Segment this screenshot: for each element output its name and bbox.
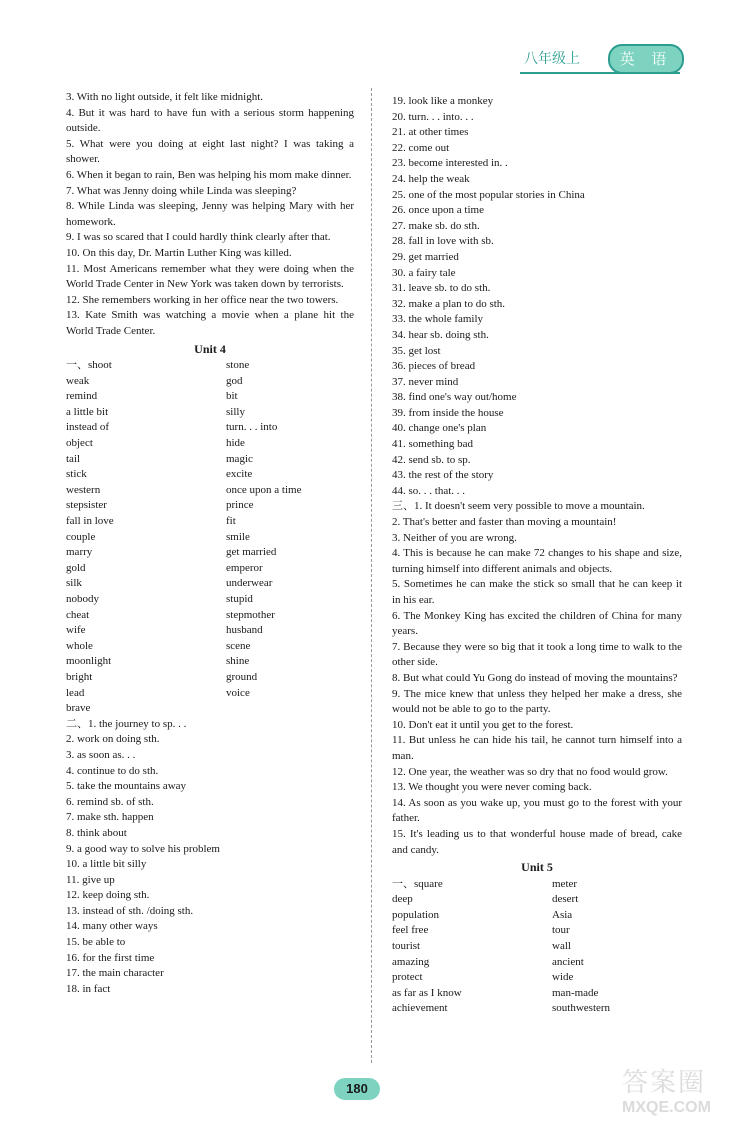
vocab-word: wide bbox=[552, 971, 574, 984]
vocab-word: turn. . . into bbox=[226, 421, 278, 434]
list-item: 12. She remembers working in her office near the two towers. bbox=[66, 293, 339, 306]
vocab-word: tour bbox=[552, 924, 570, 937]
vocab-word: marry bbox=[66, 546, 93, 559]
list-item: 8. While Linda was sleeping, Jenny was helping Mary with her homework. bbox=[66, 200, 354, 228]
vocab-word: cheat bbox=[66, 608, 90, 621]
vocab-word: wife bbox=[66, 624, 86, 637]
list-item: 10. Don't eat it until you get to the forest. bbox=[392, 718, 574, 731]
vocab-word: ground bbox=[226, 670, 258, 683]
list-item: 16. for the first time bbox=[66, 951, 155, 964]
vocab-word: smile bbox=[226, 530, 250, 543]
list-item: 3. as soon as. . . bbox=[66, 748, 136, 761]
list-item: 5. Sometimes he can make the stick so small that he can keep it in his ear. bbox=[392, 578, 682, 606]
list-item: 7. make sth. happen bbox=[66, 811, 154, 824]
list-item: 6. When it began to rain, Ben was helping his mom make dinner. bbox=[66, 168, 352, 181]
vocab-word: a little bit bbox=[66, 405, 109, 418]
right-phrases bbox=[392, 94, 682, 499]
vocab-word: Asia bbox=[552, 908, 573, 921]
list-item: 9. I was so scared that I could hardly think clearly after that. bbox=[66, 231, 331, 244]
list-item: 7. What was Jenny doing while Linda was sleeping? bbox=[66, 184, 297, 197]
vocab-word: husband bbox=[226, 624, 263, 637]
vocab-word: amazing bbox=[392, 955, 430, 968]
list-item: 30. a fairy tale bbox=[392, 266, 456, 279]
vocab-word: instead of bbox=[66, 421, 110, 434]
vocab-word: excite bbox=[226, 468, 253, 481]
list-item: 7. Because they were so big that it took a long time to walk to the other side. bbox=[392, 640, 682, 669]
vocab-word: tail bbox=[66, 452, 81, 465]
list-item: 39. from inside the house bbox=[392, 406, 504, 419]
vocab-word: achievement bbox=[392, 1002, 448, 1015]
vocab-word: southwestern bbox=[552, 1002, 611, 1015]
unit-5-vocab bbox=[392, 877, 682, 1017]
list-item: 11. give up bbox=[66, 873, 115, 886]
watermark-logo bbox=[622, 1062, 742, 1118]
vocab-word: voice bbox=[226, 686, 250, 699]
vocab-word: stone bbox=[226, 359, 250, 372]
list-item: 11. Most Americans remember what they were doing when the World Trade Center in New York was taken down by terrorists. bbox=[66, 262, 354, 291]
left-sentences bbox=[66, 90, 354, 340]
list-item: 13. Kate Smith was watching a movie when a plane hit the World Trade Center. bbox=[66, 309, 354, 337]
list-item: 35. get lost bbox=[392, 344, 441, 357]
page-header bbox=[520, 42, 740, 82]
vocab-word: meter bbox=[552, 877, 578, 890]
list-item: 32. make a plan to do sth. bbox=[392, 297, 506, 310]
vocab-word: fit bbox=[226, 515, 236, 528]
list-item: 20. turn. . . into. . . bbox=[392, 110, 474, 123]
vocab-word: stupid bbox=[226, 593, 253, 605]
vocab-word: scene bbox=[226, 639, 251, 652]
list-item: 9. a good way to solve his problem bbox=[66, 842, 220, 855]
page-number: 180 bbox=[334, 1078, 380, 1100]
list-item: 28. fall in love with sb. bbox=[392, 235, 494, 248]
vocab-word: desert bbox=[552, 893, 579, 906]
vocab-word: tourist bbox=[392, 940, 421, 953]
unit-5-title: Unit 5 bbox=[521, 860, 553, 875]
vocab-word: fall in love bbox=[66, 515, 114, 528]
unit-4-vocab bbox=[66, 358, 354, 717]
list-item: 13. instead of sth. /doing sth. bbox=[66, 904, 194, 917]
vocab-word: 一、square bbox=[392, 877, 443, 890]
list-item: 29. get married bbox=[392, 250, 459, 263]
list-item: 8. But what could Yu Gong do instead of moving the mountains? bbox=[392, 671, 678, 684]
list-item: 6. The Monkey King has excited the children of China for many years. bbox=[392, 609, 682, 638]
left-phrases bbox=[66, 717, 354, 998]
vocab-word: bit bbox=[226, 390, 238, 403]
list-item: 2. That's better and faster than moving a mountain! bbox=[392, 516, 617, 529]
list-item: 31. leave sb. to do sth. bbox=[392, 282, 491, 295]
list-item: 14. many other ways bbox=[66, 920, 158, 933]
list-item: 23. become interested in. . bbox=[392, 157, 508, 170]
vocab-word: hide bbox=[226, 437, 245, 450]
vocab-word: western bbox=[66, 483, 101, 496]
list-item: 42. send sb. to sp. bbox=[392, 453, 471, 466]
list-item: 二、1. the journey to sp. . . bbox=[66, 717, 187, 730]
list-item: 26. once upon a time bbox=[392, 204, 484, 217]
vocab-word bbox=[226, 701, 354, 717]
unit-4-title: Unit 4 bbox=[194, 341, 226, 356]
vocab-word: prince bbox=[226, 499, 254, 512]
vocab-word: man-made bbox=[552, 986, 599, 999]
list-item: 3. With no light outside, it felt like midnight. bbox=[66, 91, 264, 103]
column-divider bbox=[371, 88, 372, 1063]
list-item: 19. look like a monkey bbox=[392, 95, 494, 107]
vocab-word: ancient bbox=[552, 955, 584, 968]
list-item: 13. We thought you were never coming back. bbox=[392, 781, 592, 794]
list-item: 12. One year, the weather was so dry that no food would grow. bbox=[392, 765, 668, 778]
vocab-word: 一、shoot bbox=[66, 359, 112, 372]
vocab-word: god bbox=[226, 374, 243, 387]
list-item: 15. It's leading us to that wonderful house made of bread, cake and candy. bbox=[392, 827, 682, 856]
list-item: 9. The mice knew that unless they helped her make a dress, she would not be able to go to the party. bbox=[392, 687, 682, 716]
list-item: 37. never mind bbox=[392, 375, 459, 388]
vocab-word: stepmother bbox=[226, 608, 275, 621]
list-item: 25. one of the most popular stories in China bbox=[392, 188, 585, 201]
left-column bbox=[66, 90, 354, 997]
vocab-word: nobody bbox=[66, 593, 99, 605]
subject-badge: 英 语 bbox=[608, 44, 684, 74]
list-item: 15. be able to bbox=[66, 936, 126, 949]
vocab-word: shine bbox=[226, 655, 250, 668]
list-item: 36. pieces of bread bbox=[392, 360, 476, 373]
vocab-word: magic bbox=[226, 452, 253, 465]
vocab-word: silly bbox=[226, 405, 245, 418]
vocab-word: deep bbox=[392, 893, 413, 906]
list-item: 11. But unless he can hide his tail, he cannot turn himself into a man. bbox=[392, 734, 682, 762]
list-item: 40. change one's plan bbox=[392, 422, 487, 435]
list-item: 5. What were you doing at eight last night? I was taking a shower. bbox=[66, 137, 354, 166]
vocab-word: weak bbox=[66, 374, 90, 387]
vocab-word: couple bbox=[66, 530, 96, 543]
list-item: 41. something bad bbox=[392, 438, 473, 451]
list-item: 17. the main character bbox=[66, 967, 164, 980]
list-item: 44. so. . . that. . . bbox=[392, 484, 466, 497]
list-item: 33. the whole family bbox=[392, 313, 484, 326]
list-item: 10. a little bit silly bbox=[66, 858, 147, 871]
list-item: 4. But it was hard to have fun with a serious storm happening outside. bbox=[66, 106, 354, 135]
list-item: 24. help the weak bbox=[392, 172, 470, 185]
watermark-url: MXQE.COM bbox=[622, 1099, 711, 1116]
list-item: 4. This is because he can make 72 changes to his shape and size, turning himself into different animals and objects. bbox=[392, 547, 682, 575]
list-item: 22. come out bbox=[392, 141, 450, 154]
right-sentences bbox=[392, 499, 682, 858]
list-item: 14. As soon as you wake up, you must go to the forest with your father. bbox=[392, 796, 682, 825]
vocab-word: underwear bbox=[226, 577, 273, 590]
vocab-word: brave bbox=[66, 702, 91, 715]
list-item: 21. at other times bbox=[392, 126, 469, 139]
vocab-word: stepsister bbox=[66, 499, 107, 512]
vocab-word: population bbox=[392, 908, 440, 921]
list-item: 38. find one's way out/home bbox=[392, 391, 517, 404]
vocab-word: once upon a time bbox=[226, 483, 302, 496]
list-item: 34. hear sb. doing sth. bbox=[392, 328, 489, 341]
list-item: 27. make sb. do sth. bbox=[392, 219, 480, 232]
vocab-word: emperor bbox=[226, 561, 263, 574]
list-item: 4. continue to do sth. bbox=[66, 764, 159, 777]
list-item: 6. remind sb. of sth. bbox=[66, 795, 154, 808]
vocab-word: as far as I know bbox=[392, 986, 462, 999]
list-item: 12. keep doing sth. bbox=[66, 889, 150, 902]
list-item: 43. the rest of the story bbox=[392, 469, 494, 482]
vocab-word: silk bbox=[66, 577, 82, 590]
vocab-word: feel free bbox=[392, 924, 429, 937]
list-item: 三、1. It doesn't seem very possible to move a mountain. bbox=[392, 500, 645, 513]
vocab-word: object bbox=[66, 437, 93, 450]
list-item: 8. think about bbox=[66, 826, 127, 839]
grade-label: 八年级上 bbox=[524, 51, 580, 67]
vocab-word: bright bbox=[66, 670, 93, 683]
vocab-word: get married bbox=[226, 546, 277, 559]
vocab-word: lead bbox=[66, 686, 85, 699]
vocab-word: stick bbox=[66, 468, 87, 481]
vocab-word: protect bbox=[392, 971, 423, 984]
vocab-word: gold bbox=[66, 561, 86, 574]
list-item: 18. in fact bbox=[66, 982, 111, 995]
list-item: 5. take the mountains away bbox=[66, 780, 187, 793]
right-column bbox=[392, 94, 682, 1017]
watermark-text: 答案圈 bbox=[622, 1068, 707, 1098]
vocab-word: wall bbox=[552, 940, 571, 953]
list-item: 10. On this day, Dr. Martin Luther King was killed. bbox=[66, 246, 292, 259]
vocab-word: whole bbox=[66, 639, 93, 652]
vocab-word: remind bbox=[66, 390, 98, 403]
list-item: 2. work on doing sth. bbox=[66, 733, 160, 746]
vocab-word: moonlight bbox=[66, 655, 112, 668]
list-item: 3. Neither of you are wrong. bbox=[392, 531, 517, 544]
